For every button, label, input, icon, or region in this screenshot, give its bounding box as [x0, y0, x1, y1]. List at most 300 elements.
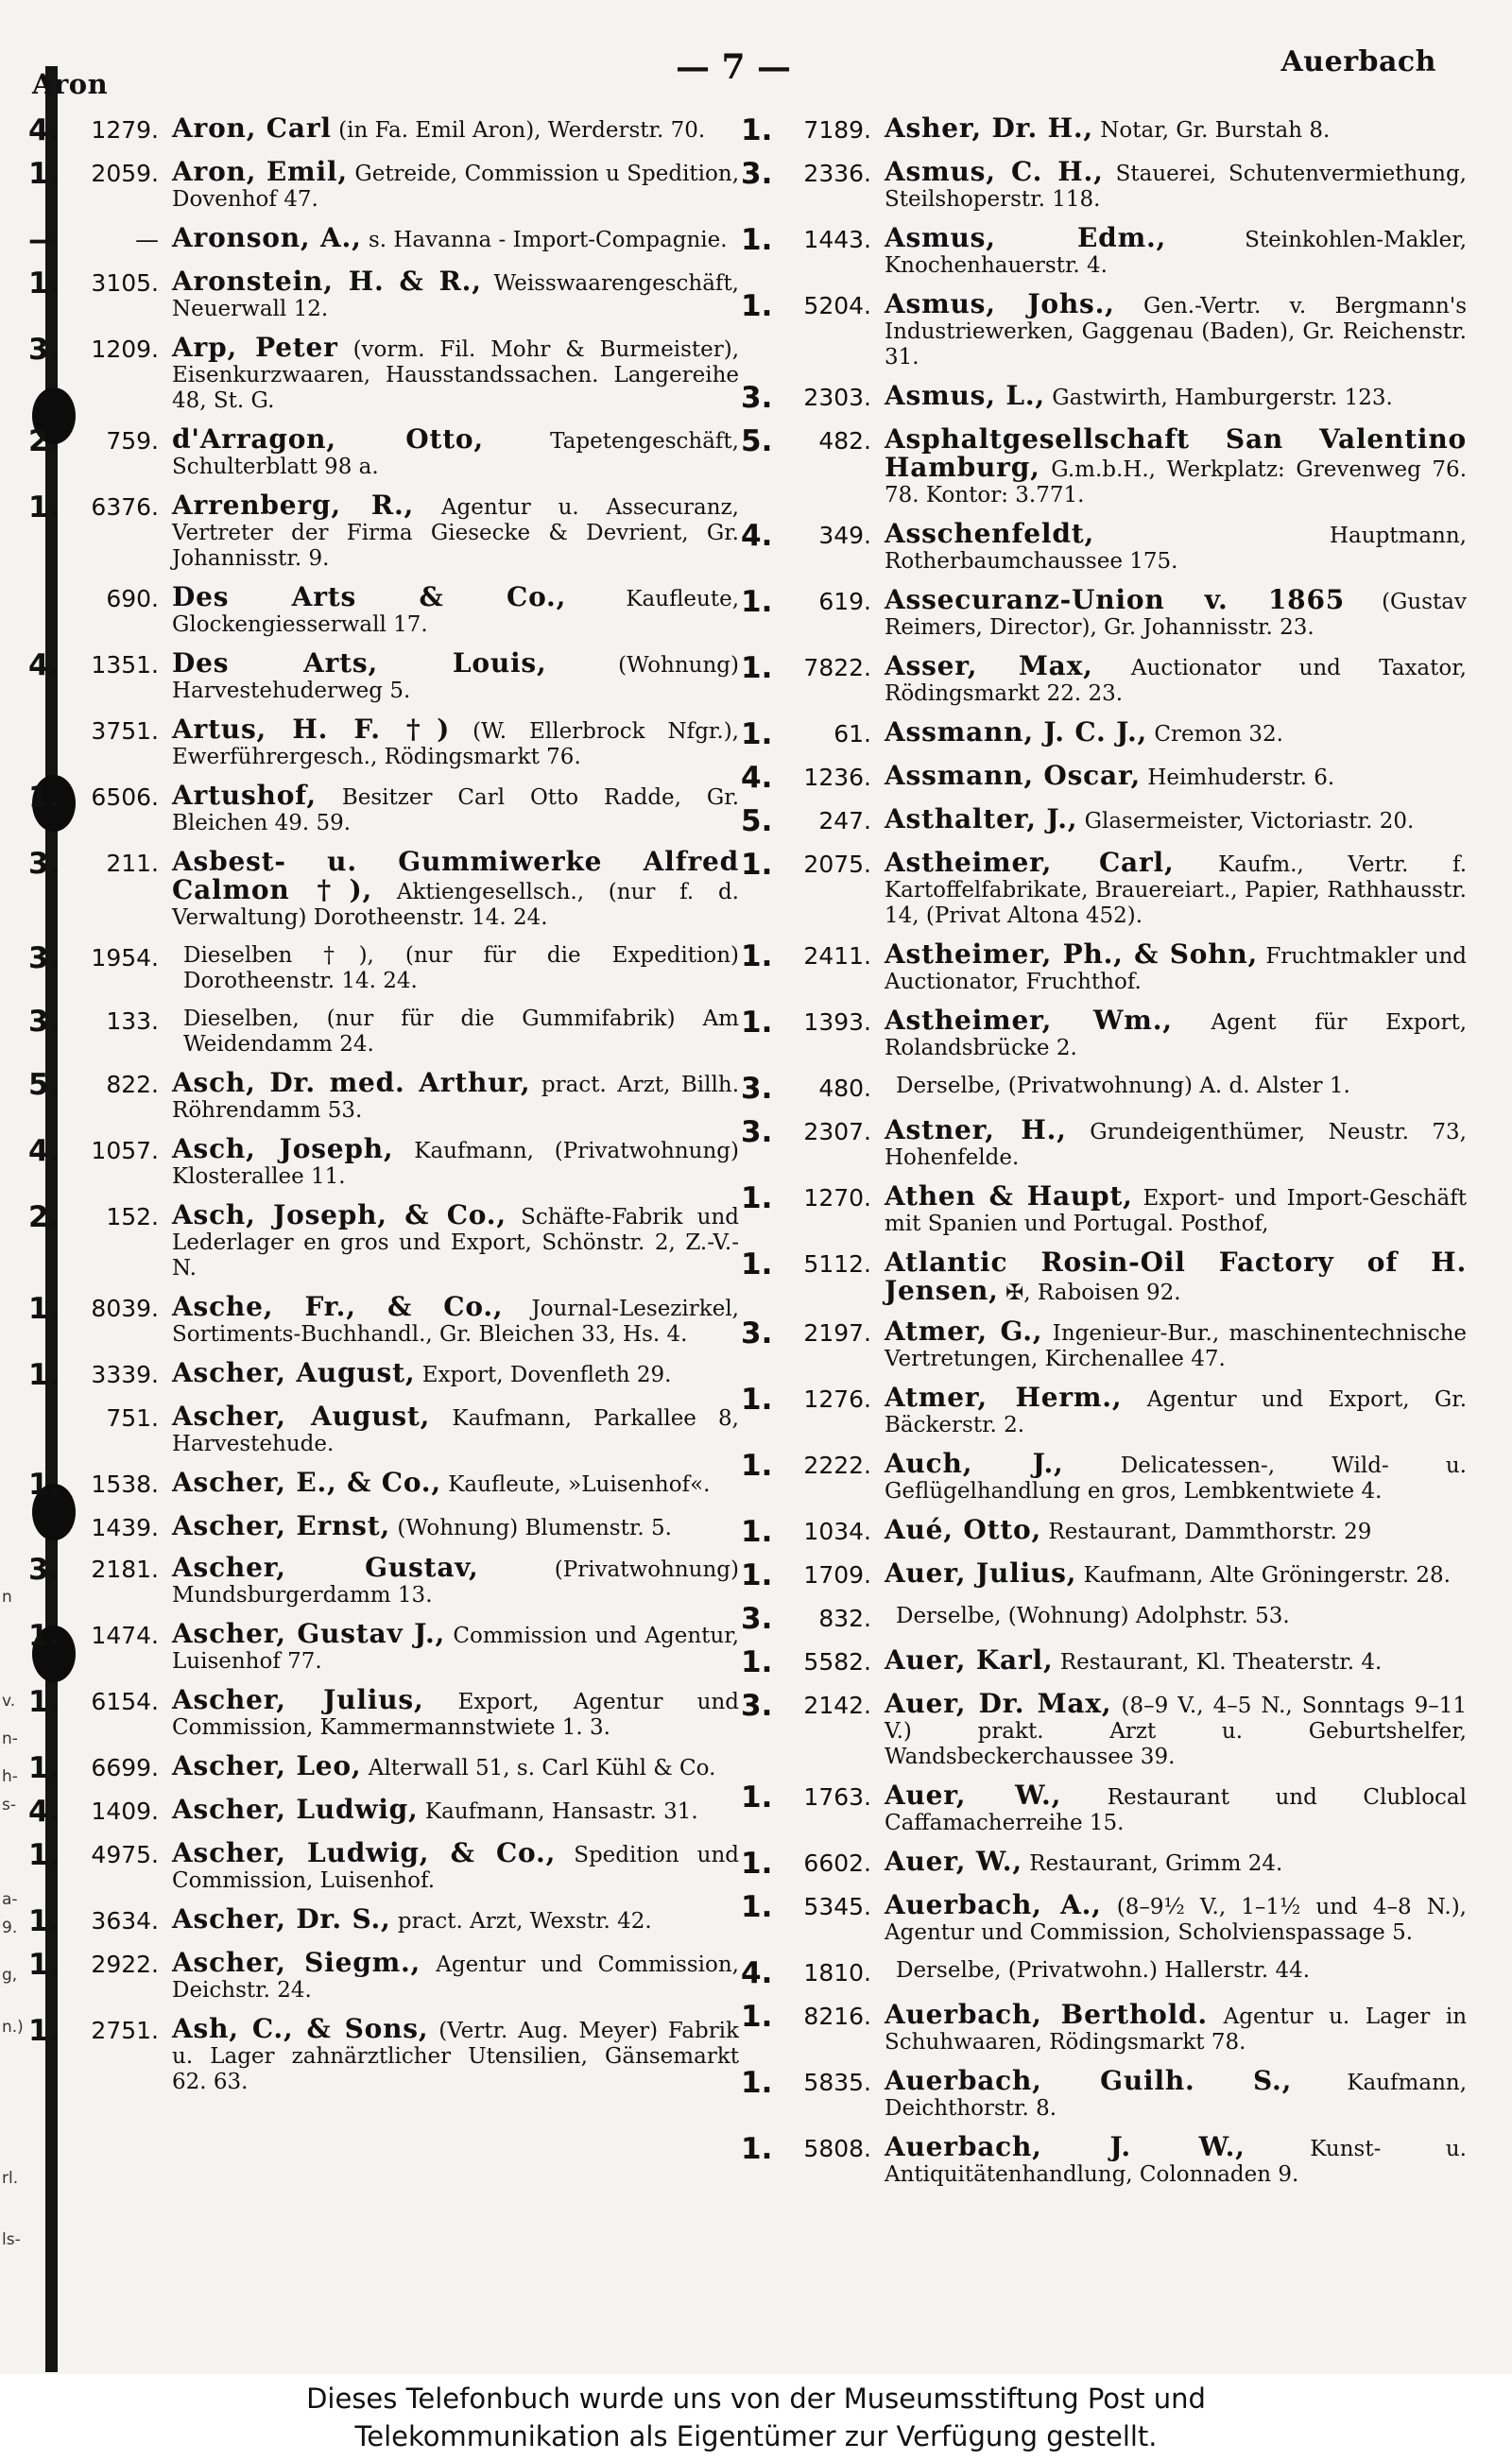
phone-number: 2307. — [803, 1118, 871, 1145]
subscriber-name: Ascher, Ernst, — [172, 1510, 391, 1541]
subscriber-details: Glasermeister, Victoriastr. 20. — [1084, 809, 1415, 834]
exchange-number: 3. — [741, 1072, 773, 1106]
subscriber-name: Astheimer, Wm., — [885, 1005, 1173, 1036]
phone-number: 1474. — [91, 1622, 159, 1649]
exchange-number: 1. — [28, 490, 60, 525]
subscriber-details: Delicatessen-, Wild- u. Geflügelhandlung en gros, Lembkentwiete 4. — [885, 1454, 1467, 1504]
entry-text — [172, 647, 739, 704]
subscriber-name: Auerbach, A., — [885, 1889, 1102, 1920]
subscriber-name: Auerbach, J. W., — [885, 2131, 1246, 2162]
phone-number: 2181. — [91, 1556, 159, 1583]
subscriber-name: Atmer, G., — [885, 1316, 1043, 1347]
directory-entry — [28, 1837, 740, 1894]
subscriber-details: Schäfte-Fabrik und Lederlager en gros und Export, Schönstr. 2, Z.-V.-N. — [172, 1205, 739, 1281]
subscriber-details: pract. Arzt, Wexstr. 42. — [397, 1909, 652, 1934]
subscriber-name: Des Arts, Louis, — [172, 647, 547, 679]
subscriber-details: (8–9½ V., 1–1½ und 4–8 N.), Agentur und Commission, Scholvienspassage 5. — [885, 1895, 1467, 1945]
phone-number: 1439. — [91, 1514, 159, 1541]
directory-entry — [741, 938, 1468, 995]
subscriber-name: Artushof, — [172, 780, 317, 811]
directory-entry — [741, 1999, 1468, 2056]
subscriber-name: Aron, Emil, — [172, 156, 348, 187]
phone-number: 349. — [818, 522, 871, 549]
phone-number: 1057. — [91, 1137, 159, 1164]
subscriber-name: Asch, Joseph, — [172, 1133, 394, 1164]
exchange-number: 4. — [28, 648, 60, 682]
exchange-number: 3. — [741, 1602, 773, 1636]
subscriber-name: Arrenberg, R., — [172, 490, 415, 521]
subscriber-name: Ascher, Julius, — [172, 1684, 424, 1715]
entry-text — [172, 1291, 739, 1348]
right-column — [741, 112, 1468, 2200]
subscriber-name: Aué, Otto, — [885, 1514, 1042, 1545]
phone-number: 5112. — [803, 1250, 871, 1278]
entry-text — [885, 847, 1468, 929]
directory-entry — [28, 1403, 739, 1457]
directory-entry — [28, 716, 739, 770]
subscriber-details: Agentur und Export, Gr. Bäckerstr. 2. — [885, 1387, 1467, 1437]
directory-entry — [28, 492, 739, 572]
exchange-number: 4. — [741, 761, 773, 795]
subscriber-name: Ascher, Leo, — [172, 1750, 362, 1781]
directory-entry — [28, 1510, 739, 1542]
entry-text — [172, 1684, 740, 1741]
entry-text — [172, 156, 740, 213]
directory-entry — [28, 846, 739, 931]
phone-number: 6699. — [91, 1754, 159, 1781]
entry-text — [172, 581, 740, 638]
phone-number: 480. — [818, 1075, 871, 1102]
subscriber-details: Agentur und Commission, Deichstr. 24. — [172, 1953, 739, 2003]
exchange-number: 1. — [741, 2132, 773, 2166]
phone-number: — — [135, 226, 159, 253]
phone-number: 2411. — [803, 942, 871, 970]
directory-entry — [741, 1382, 1467, 1438]
directory-entry — [741, 222, 1467, 279]
directory-entry — [741, 380, 1467, 415]
exchange-number: 1. — [28, 1685, 60, 1719]
entry-text — [885, 1846, 1467, 1877]
entry-text — [885, 1889, 1467, 1946]
phone-number: 7822. — [803, 654, 871, 681]
exchange-number: 1. — [741, 939, 773, 973]
margin-fragment: v. — [2, 1692, 16, 1711]
phone-number: 1409. — [91, 1798, 159, 1825]
directory-entry — [28, 1618, 739, 1675]
page-number: — 7 — — [675, 47, 792, 87]
entry-text — [172, 332, 740, 414]
entry-text — [885, 1318, 1467, 1372]
exchange-number: 3. — [741, 1689, 773, 1723]
exchange-number: 1. — [741, 2000, 773, 2034]
exchange-number: 1. — [28, 267, 60, 301]
exchange-number: 1. — [28, 1619, 60, 1653]
exchange-number: 2. — [28, 1200, 60, 1234]
subscriber-details: Aktiengesellsch., (nur f. d. Verwaltung) Dorotheenstr. 14. 24. — [172, 880, 739, 930]
exchange-number: 1. — [741, 289, 773, 323]
subscriber-name: Asser, Max, — [885, 650, 1093, 681]
directory-entry — [741, 716, 1467, 751]
entry-text — [172, 943, 739, 994]
exchange-number: 1. — [741, 1247, 773, 1282]
entry-text — [885, 1514, 1467, 1545]
subscriber-name: Ascher, Gustav J., — [172, 1618, 446, 1649]
directory-entry — [741, 2131, 1467, 2188]
phone-number: 1393. — [803, 1008, 871, 1036]
entry-text — [172, 1357, 739, 1388]
subscriber-name: Ascher, Dr. S., — [172, 1903, 391, 1935]
margin-fragment: s- — [2, 1796, 16, 1815]
subscriber-details: Kaufleute, Glockengiesserwall 17. — [172, 587, 740, 637]
phone-number: 1810. — [803, 1959, 871, 1987]
directory-entry — [28, 647, 739, 704]
subscriber-name: Des Arts & Co., — [172, 581, 567, 612]
subscriber-name: Auerbach, Guilh. S., — [885, 2065, 1293, 2096]
phone-number: 211. — [106, 850, 159, 877]
page-header — [30, 40, 1436, 100]
entry-text — [885, 650, 1467, 707]
subscriber-details: (8–9 V., 4–5 N., Sonntags 9–11 V.) prakt. Arzt u. Geburtshelfer, Wandsbeckerchaussee 39. — [885, 1694, 1467, 1769]
exchange-number: 5. — [741, 424, 773, 458]
subscriber-details: (Privatwohnung) Mundsburgerdamm 13. — [172, 1557, 739, 1608]
directory-entry — [741, 288, 1467, 370]
exchange-number: 1. — [741, 223, 773, 257]
subscriber-name: Asher, Dr. H., — [885, 112, 1093, 144]
subscriber-name: Asch, Dr. med. Arthur, — [172, 1067, 531, 1098]
subscriber-name: Auer, W., — [885, 1846, 1022, 1877]
entry-text — [885, 423, 1468, 508]
entry-text — [172, 1837, 740, 1894]
subscriber-details: Restaurant, Grimm 24. — [1029, 1851, 1283, 1876]
subscriber-details: Gastwirth, Hamburgerstr. 123. — [1052, 386, 1393, 410]
subscriber-name: Auerbach, Berthold. — [885, 1999, 1208, 2030]
subscriber-details: Grundeigenthümer, Neustr. 73, Hohenfelde. — [885, 1120, 1467, 1170]
phone-number: 6376. — [91, 493, 159, 521]
exchange-number: 1. — [28, 157, 60, 191]
entry-text — [885, 112, 1467, 144]
subscriber-name: Ash, C., & Sons, — [172, 2013, 429, 2044]
directory-entry — [28, 1199, 739, 1282]
entry-text — [172, 1199, 739, 1282]
subscriber-name: Athen & Haupt, — [885, 1180, 1133, 1212]
directory-entry — [28, 423, 739, 480]
margin-fragment: n.) — [2, 2018, 24, 2037]
phone-number: 2336. — [803, 160, 871, 187]
directory-entry — [741, 1688, 1467, 1770]
subscriber-name: Assmann, J. C. J., — [885, 716, 1148, 748]
subscriber-details: Restaurant, Kl. Theaterstr. 4. — [1059, 1650, 1383, 1675]
directory-entry — [741, 1249, 1467, 1306]
entry-text — [885, 222, 1467, 279]
subscriber-details: (Vertr. Aug. Meyer) Fabrik u. Lager zahnärztlicher Utensilien, Gänsemarkt 62. 63. — [172, 2019, 739, 2094]
subscriber-details: Agentur u. Assecuranz, Vertreter der Firma Giesecke & Devrient, Gr. Johannisstr. 9. — [172, 495, 739, 571]
entry-text — [172, 780, 740, 836]
entry-text — [885, 288, 1467, 370]
phone-number: 1279. — [91, 116, 159, 144]
phone-number: 1351. — [91, 651, 159, 679]
phone-number: 2197. — [803, 1319, 871, 1347]
phone-number: 4975. — [91, 1841, 159, 1868]
subscriber-details: (Gustav Reimers, Director), Gr. Johannisstr. 23. — [885, 590, 1467, 640]
phone-number: 2751. — [91, 2017, 159, 2044]
phone-number: 822. — [106, 1071, 159, 1098]
exchange-number: 1. — [741, 717, 773, 751]
phone-number: 759. — [106, 427, 159, 455]
exchange-number: 5. — [741, 804, 773, 838]
entry-text — [885, 2065, 1468, 2122]
exchange-number: 1. — [741, 1780, 773, 1815]
subscriber-details: Besitzer Carl Otto Radde, Gr. Bleichen 49. 59. — [172, 785, 740, 835]
entry-text — [885, 584, 1467, 641]
entry-text — [172, 716, 739, 770]
entry-text — [885, 1999, 1468, 2056]
subscriber-details: Fruchtmakler und Auctionator, Fruchthof. — [885, 944, 1468, 994]
subscriber-name: Asphaltgesellschaft San Valentino Hamburg, — [885, 423, 1467, 483]
phone-number: 1443. — [803, 226, 871, 253]
subscriber-details: Restaurant und Clublocal Caffamacherreihe 15. — [885, 1785, 1468, 1835]
subscriber-details: Dieselben †), (nur für die Expedition) Dorotheenstr. 14. 24. — [183, 943, 739, 993]
entry-text — [172, 1006, 739, 1058]
phone-number: 1538. — [91, 1471, 159, 1498]
entry-text — [172, 1750, 739, 1781]
phone-number: 1034. — [803, 1518, 871, 1545]
directory-entry — [28, 156, 740, 213]
entry-text — [885, 1448, 1467, 1505]
exchange-number: 1. — [741, 1383, 773, 1417]
subscriber-name: Arp, Peter — [172, 332, 338, 363]
directory-entry — [28, 943, 739, 994]
entry-text — [172, 492, 739, 572]
subscriber-name: Astner, H., — [885, 1114, 1067, 1145]
subscriber-name: Ascher, Gustav, — [172, 1552, 479, 1583]
subscriber-name: Astheimer, Carl, — [885, 847, 1175, 878]
subscriber-name: Aron, Carl — [172, 112, 332, 144]
subscriber-name: Ascher, Ludwig, — [172, 1794, 419, 1825]
directory-entry — [28, 1684, 740, 1741]
subscriber-details: Journal-Lesezirkel, Sortiments-Buchhandl., Gr. Bleichen 33, Hs. 4. — [172, 1297, 739, 1347]
subscriber-name: Asche, Fr., & Co., — [172, 1291, 504, 1322]
phone-number: 2059. — [91, 160, 159, 187]
directory-entry — [28, 1947, 739, 2004]
subscriber-details: Kaufleute, »Luisenhof«. — [448, 1472, 711, 1497]
exchange-number: 1. — [28, 1838, 60, 1872]
directory-entry — [741, 1604, 1467, 1635]
directory-entry — [28, 1552, 739, 1608]
entry-text — [885, 716, 1467, 748]
phone-number: 1709. — [803, 1561, 871, 1589]
directory-entry — [28, 1291, 739, 1348]
subscriber-details: Heimhuderstr. 6. — [1147, 766, 1335, 790]
exchange-number: 4. — [28, 1795, 60, 1829]
directory-entry — [28, 1750, 739, 1785]
phone-number: 8216. — [803, 2003, 871, 2030]
exchange-number: 1. — [741, 651, 773, 685]
subscriber-name: Artus, H. F. †) — [172, 714, 451, 745]
entry-text — [172, 1467, 739, 1498]
exchange-number: 1. — [28, 1751, 60, 1785]
margin-fragment: n- — [2, 1729, 18, 1748]
phone-number: 1209. — [91, 335, 159, 363]
subscriber-details: Kaufmann, Hansastr. 31. — [424, 1799, 698, 1824]
subscriber-name: Auer, Karl, — [885, 1644, 1054, 1676]
directory-entry — [741, 156, 1467, 213]
subscriber-name: Asch, Joseph, & Co., — [172, 1199, 507, 1230]
exchange-number: 2. — [28, 424, 60, 458]
subscriber-name: Asmus, Johs., — [885, 288, 1115, 319]
entry-text — [172, 1510, 739, 1541]
exchange-number: 3. — [28, 333, 60, 367]
exchange-number: 1. — [741, 113, 773, 147]
exchange-number: 1. — [28, 1358, 60, 1392]
entry-text — [885, 1114, 1467, 1171]
subscriber-details: Kaufmann, (Privatwohnung) Klosterallee 11. — [172, 1139, 739, 1189]
entry-text — [885, 518, 1467, 575]
exchange-number: 4. — [741, 519, 773, 553]
phone-number: 619. — [818, 588, 871, 615]
entry-text — [172, 268, 739, 322]
directory-entry — [741, 112, 1467, 147]
subscriber-details: Kaufm., Vertr. f. Kartoffelfabrikate, Brauereiart., Papier, Rathhausstr. 14, (Privat Altona 452). — [885, 852, 1468, 928]
subscriber-name: Asmus, L., — [885, 380, 1045, 411]
entry-text — [885, 380, 1467, 411]
subscriber-name: Asbest- u. Gummiwerke Alfred Calmon †), — [172, 846, 739, 905]
phone-number: 2142. — [803, 1692, 871, 1719]
subscriber-name: Aronstein, H. & R., — [172, 266, 482, 297]
subscriber-name: Auer, Dr. Max, — [885, 1688, 1112, 1719]
subscriber-details: Agentur u. Lager in Schuhwaaren, Rödingsmarkt 78. — [885, 2004, 1468, 2055]
subscriber-details: Kunst- u. Antiquitätenhandlung, Colonnaden 9. — [885, 2137, 1467, 2187]
subscriber-details: Export, Dovenfleth 29. — [421, 1363, 672, 1387]
directory-entry — [28, 1794, 739, 1829]
phone-number: 3339. — [91, 1361, 159, 1388]
phone-number: 3751. — [91, 717, 159, 745]
subscriber-details: Auctionator und Taxator, Rödingsmarkt 22. 23. — [885, 656, 1467, 706]
phone-number: 3105. — [91, 269, 159, 297]
exchange-number: 3. — [741, 1115, 773, 1149]
entry-text — [885, 1604, 1467, 1629]
subscriber-details: Derselbe, (Privatwohn.) Hallerstr. 44. — [896, 1958, 1311, 1983]
subscriber-details: G.m.b.H., Werkplatz: Grevenweg 76. 78. Kontor: 3.771. — [885, 457, 1468, 507]
margin-fragment: a- — [2, 1890, 18, 1909]
footer-line-1: Dieses Telefonbuch wurde uns von der Museumsstiftung Post und — [306, 2383, 1206, 2415]
subscriber-name: Aronson, A., — [172, 222, 362, 253]
exchange-number: 3. — [741, 381, 773, 415]
subscriber-details: Derselbe, (Privatwohnung) A. d. Alster 1. — [896, 1074, 1350, 1098]
subscriber-name: Auer, W., — [885, 1780, 1062, 1811]
entry-text — [172, 1403, 739, 1457]
entry-text — [885, 938, 1468, 995]
subscriber-details: ✠, Raboisen 92. — [1005, 1281, 1181, 1305]
phone-number: 2303. — [803, 384, 871, 411]
exchange-number: 1. — [741, 1847, 773, 1881]
directory-entry — [28, 1133, 739, 1190]
directory-entry — [28, 268, 739, 322]
directory-entry — [741, 1958, 1467, 1989]
subscriber-details: (Wohnung) Blumenstr. 5. — [397, 1516, 672, 1540]
subscriber-details: (Wohnung) Harvestehuderweg 5. — [172, 653, 739, 703]
subscriber-details: Export- und Import-Geschäft mit Spanien und Portugal. Posthof, — [885, 1186, 1468, 1236]
subscriber-details: (W. Ellerbrock Nfgr.), Ewerführergesch., Rödingsmarkt 76. — [172, 719, 739, 769]
margin-fragment: 9. — [2, 1918, 18, 1937]
subscriber-details: Gen.-Vertr. v. Bergmann's Industriewerken, Gaggenau (Baden), Gr. Reichenstr. 31. — [885, 294, 1467, 370]
subscriber-name: Ascher, August, — [172, 1401, 431, 1432]
phone-number: 2922. — [91, 1951, 159, 1978]
subscriber-name: Atmer, Herm., — [885, 1382, 1123, 1413]
entry-text — [885, 1688, 1467, 1770]
subscriber-details: Stauerei, Schutenvermiethung, Steilshoperstr. 118. — [885, 162, 1467, 212]
directory-entry — [28, 1903, 739, 1938]
directory-entry — [741, 1007, 1467, 1061]
phone-number: 6602. — [803, 1849, 871, 1877]
phone-number: 1276. — [803, 1385, 871, 1413]
subscriber-details: pract. Arzt, Billh. Röhrendamm 53. — [172, 1073, 740, 1123]
subscriber-details: Restaurant, Dammthorstr. 29 — [1048, 1520, 1372, 1544]
subscriber-details: Kaufmann, Deichthorstr. 8. — [885, 2071, 1468, 2121]
margin-fragment: g, — [2, 1966, 18, 1985]
entry-text — [172, 1794, 739, 1825]
subscriber-details: Derselbe, (Wohnung) Adolphstr. 53. — [896, 1604, 1290, 1628]
entry-text — [885, 803, 1467, 834]
left-column — [28, 112, 740, 2107]
exchange-number: 1. — [28, 781, 60, 815]
subscriber-details: Commission und Agentur, Luisenhof 77. — [172, 1624, 739, 1674]
directory-entry — [741, 1318, 1467, 1372]
directory-entry — [28, 2013, 739, 2095]
exchange-number: 1. — [741, 2066, 773, 2100]
phone-number: 5808. — [803, 2135, 871, 2162]
subscriber-details: Spedition und Commission, Luisenhof. — [172, 1843, 740, 1893]
entry-text — [172, 1067, 740, 1124]
phone-number: 690. — [106, 585, 159, 612]
entry-text — [885, 2131, 1467, 2188]
phone-number: 1270. — [803, 1184, 871, 1212]
subscriber-details: Weisswaarengeschäft, Neuerwall 12. — [172, 271, 739, 321]
directory-entry — [741, 1114, 1467, 1171]
directory-entry — [741, 1514, 1467, 1549]
directory-entry — [741, 760, 1467, 795]
phone-number: 1236. — [803, 764, 871, 791]
phone-number: 133. — [106, 1007, 159, 1035]
subscriber-name: d'Arragon, Otto, — [172, 423, 484, 455]
margin-fragment: h- — [2, 1767, 18, 1786]
entry-text — [172, 423, 739, 480]
phone-number: 5582. — [803, 1648, 871, 1676]
exchange-number: 4. — [741, 1956, 773, 1990]
exchange-number: 1. — [741, 1645, 773, 1679]
subscriber-name: Asschenfeldt, — [885, 518, 1094, 549]
margin-fragment: n — [2, 1588, 12, 1607]
subscriber-details: Cremon 32. — [1154, 722, 1283, 747]
phone-number: 1763. — [803, 1783, 871, 1811]
directory-entry — [28, 1006, 739, 1058]
exchange-number: 3. — [28, 941, 60, 975]
subscriber-details: Notar, Gr. Burstah 8. — [1100, 118, 1331, 143]
entry-text — [885, 1074, 1467, 1099]
directory-entry — [741, 1074, 1467, 1105]
phone-number: 2075. — [803, 851, 871, 878]
subscriber-details: Hauptmann, Rotherbaumchaussee 175. — [885, 524, 1467, 574]
margin-fragment: ls- — [2, 2230, 21, 2249]
phone-number: 1954. — [91, 944, 159, 972]
subscriber-details: (vorm. Fil. Mohr & Burmeister), Eisenkurzwaaren, Hausstandssachen. Langereihe 48, St. G. — [172, 337, 740, 413]
subscriber-name: Asmus, C. H., — [885, 156, 1104, 187]
entry-text — [172, 1552, 739, 1608]
phone-number: 8039. — [91, 1295, 159, 1322]
directory-entry — [741, 847, 1468, 929]
subscriber-details: Agent für Export, Rolandsbrücke 2. — [885, 1010, 1468, 1060]
phone-number: 2222. — [803, 1452, 871, 1479]
phone-number: 247. — [818, 807, 871, 834]
